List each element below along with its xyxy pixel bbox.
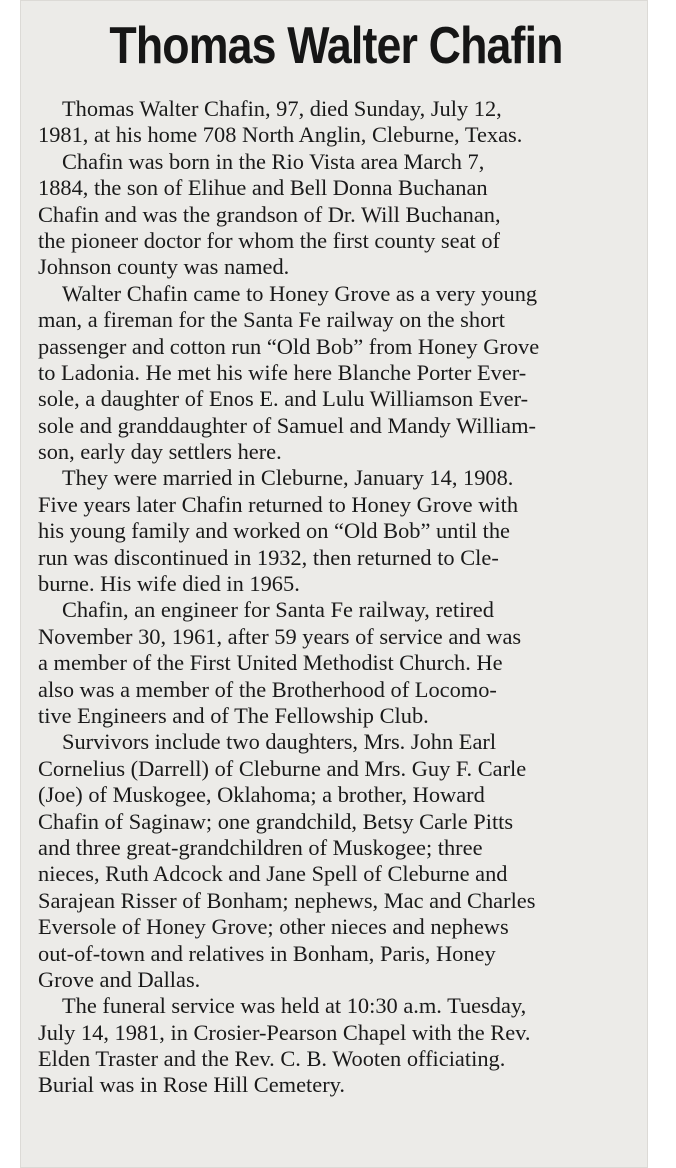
text-line: also was a member of the Brotherhood of Locomo- xyxy=(38,676,497,702)
text-line: run was discontinued in 1932, then returned to Cle- xyxy=(38,544,499,570)
text-line: son, early day settlers here. xyxy=(38,439,282,465)
text-line: Chafin, an engineer for Santa Fe railway, retired xyxy=(62,597,494,623)
text-line: July 14, 1981, in Crosier-Pearson Chapel with the Rev. xyxy=(38,1019,531,1045)
obituary-headline: Thomas Walter Chafin xyxy=(109,17,563,75)
paragraph-retirement xyxy=(38,597,670,729)
text-line: sole and granddaughter of Samuel and Mandy William- xyxy=(38,412,536,438)
text-line: out-of-town and relatives in Bonham, Paris, Honey xyxy=(38,940,496,966)
text-line: Chafin and was the grandson of Dr. Will Buchanan, xyxy=(38,201,501,227)
text-line: and three great-grandchildren of Muskogee; three xyxy=(38,834,483,860)
text-line: sole, a daughter of Enos E. and Lulu Williamson Ever- xyxy=(38,386,529,412)
text-line: Survivors include two daughters, Mrs. John Earl xyxy=(62,729,497,755)
paragraph-birth xyxy=(38,149,670,281)
text-line: Five years later Chafin returned to Honey Grove with xyxy=(38,491,519,517)
paragraph-survivors xyxy=(38,729,670,993)
text-line: Chafin of Saginaw; one grandchild, Betsy Carle Pitts xyxy=(38,808,514,834)
text-line: Walter Chafin came to Honey Grove as a very young xyxy=(62,280,538,306)
text-line: burne. His wife died in 1965. xyxy=(38,571,300,597)
text-line: Burial was in Rose Hill Cemetery. xyxy=(38,1072,345,1098)
text-line: a member of the First United Methodist Church. He xyxy=(38,650,503,676)
paragraph-death-notice xyxy=(38,96,670,149)
text-line: Chafin was born in the Rio Vista area March 7, xyxy=(62,148,485,174)
text-line: man, a fireman for the Santa Fe railway on the short xyxy=(38,307,505,333)
text-line: Eversole of Honey Grove; other nieces and nephews xyxy=(38,914,509,940)
text-line: 1981, at his home 708 North Anglin, Cleburne, Texas. xyxy=(38,122,523,148)
text-line: (Joe) of Muskogee, Oklahoma; a brother, Howard xyxy=(38,782,485,808)
text-line: The funeral service was held at 10:30 a.m. Tuesday, xyxy=(62,993,527,1019)
text-line: 1884, the son of Elihue and Bell Donna Buchanan xyxy=(38,175,488,201)
paragraph-funeral xyxy=(38,993,670,1099)
text-line: Thomas Walter Chafin, 97, died Sunday, July 12, xyxy=(62,96,502,121)
text-line: tive Engineers and of The Fellowship Club. xyxy=(38,702,429,728)
text-line: Elden Traster and the Rev. C. B. Wooten officiating. xyxy=(38,1046,506,1072)
text-line: They were married in Cleburne, January 14, 1908. xyxy=(62,465,514,491)
text-line: Johnson county was named. xyxy=(38,254,290,280)
text-line: Cornelius (Darrell) of Cleburne and Mrs. Guy F. Carle xyxy=(38,755,527,781)
text-line: passenger and cotton run “Old Bob” from Honey Grove xyxy=(38,333,540,359)
text-line: to Ladonia. He met his wife here Blanche Porter Ever- xyxy=(38,359,527,385)
text-line: nieces, Ruth Adcock and Jane Spell of Cleburne and xyxy=(38,861,508,887)
paragraph-career-start xyxy=(38,281,670,466)
obituary-body xyxy=(38,96,670,1099)
paragraph-marriage xyxy=(38,465,670,597)
text-line: Grove and Dallas. xyxy=(38,966,201,992)
text-line: Sarajean Risser of Bonham; nephews, Mac and Charles xyxy=(38,887,536,913)
text-line: his young family and worked on “Old Bob” until the xyxy=(38,518,510,544)
text-line: November 30, 1961, after 59 years of service and was xyxy=(38,623,522,649)
text-line: the pioneer doctor for whom the first county seat of xyxy=(38,227,500,253)
